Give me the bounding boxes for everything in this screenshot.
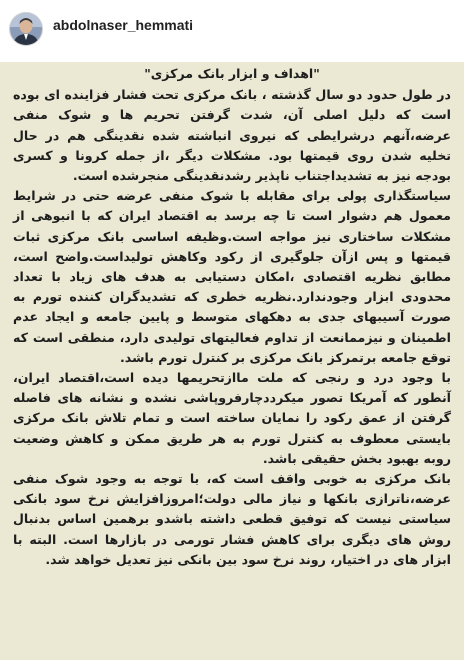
paragraph: سیاستگذاری پولی برای مقابله با شوک منفی عرضه حتی در شرایط معمول هم دشوار است تا چه برسد به اقتصاد ایران که با انبوهی از مشکلات ساختاری نیز مواجه است.وظیفه اساسی بانک مرکزی ثبات قیمتها و پس ازآن جلوگیری از رکود وکاهش تولیداست.واضح است، مطابق نظریه اقتصادی ،امکان دستیابی به هدف های زیاد با تعداد محدودی ابزار وجودندارد.نظریه خطری که تشدیدگران کننده تورم به صورت آسیبهای جدی به دهکهای متوسط و پایین جامعه و ایجاد عدم اطمینان و نیزممانعت از تداوم فعالیتهای تولیدی دارد، منطقی است که توقع جامعه برتمرکز بانک مرکزی بر کنترل تورم باشد. xyxy=(13,188,451,365)
post-title: "اهداف و ابزار بانک مرکزی" xyxy=(144,66,320,81)
paragraph: در طول حدود دو سال گذشته ، بانک مرکزی تحت فشار فزاینده ای بوده است که دلیل اصلی آن، شدت گرفتن تحریم ها و شوک منفی عرضه،آنهم درشرایطی که نیروی انباشته شده نقدینگی هم در حال تخلیه شدن روی قیمتها بود. مشکلات دیگر ،از جمله کرونا و کسری بودجه نیز به تشدیداجتناب ناپذیر رشدنقدینگی منجرشده است. xyxy=(13,87,451,184)
paragraph: بانک مرکزی به خوبی واقف است که، با توجه به وجود شوک منفی عرضه،ناترازی بانکها و نیاز مالی دولت؛امروزافزایش نرخ سود بانکی سیاستی نیست که توفیق قطعی داشته باشدو برهمین اساس بدنبال روش های دیگری برای کاهش فشار تورمی در بازارها است. البته با ابزار های در اختیار، روند نرخ سود بین بانکی نیز تعدیل خواهد شد. xyxy=(13,471,451,567)
username[interactable]: abdolnaser_hemmati xyxy=(53,17,194,33)
avatar[interactable] xyxy=(9,12,43,46)
post-body xyxy=(13,64,451,570)
paragraph: با وجود درد و رنجی که ملت ماازتحریمها دیده است،اقتصاد ایران، آنطور که آمریکا تصور میکرددچارفروپاشی نشده و نشانه های فاصله گرفتن از عمق رکود را نمایان ساخته است و تمام تلاش بانک مرکزی بایستی معطوف به کنترل تورم به هر طریق ممکن و کاهش وضعیت روبه بهبود بخش حقیقی باشد. xyxy=(13,370,451,466)
post-image xyxy=(0,62,464,660)
profile-photo xyxy=(10,13,42,45)
post-header xyxy=(0,0,464,62)
